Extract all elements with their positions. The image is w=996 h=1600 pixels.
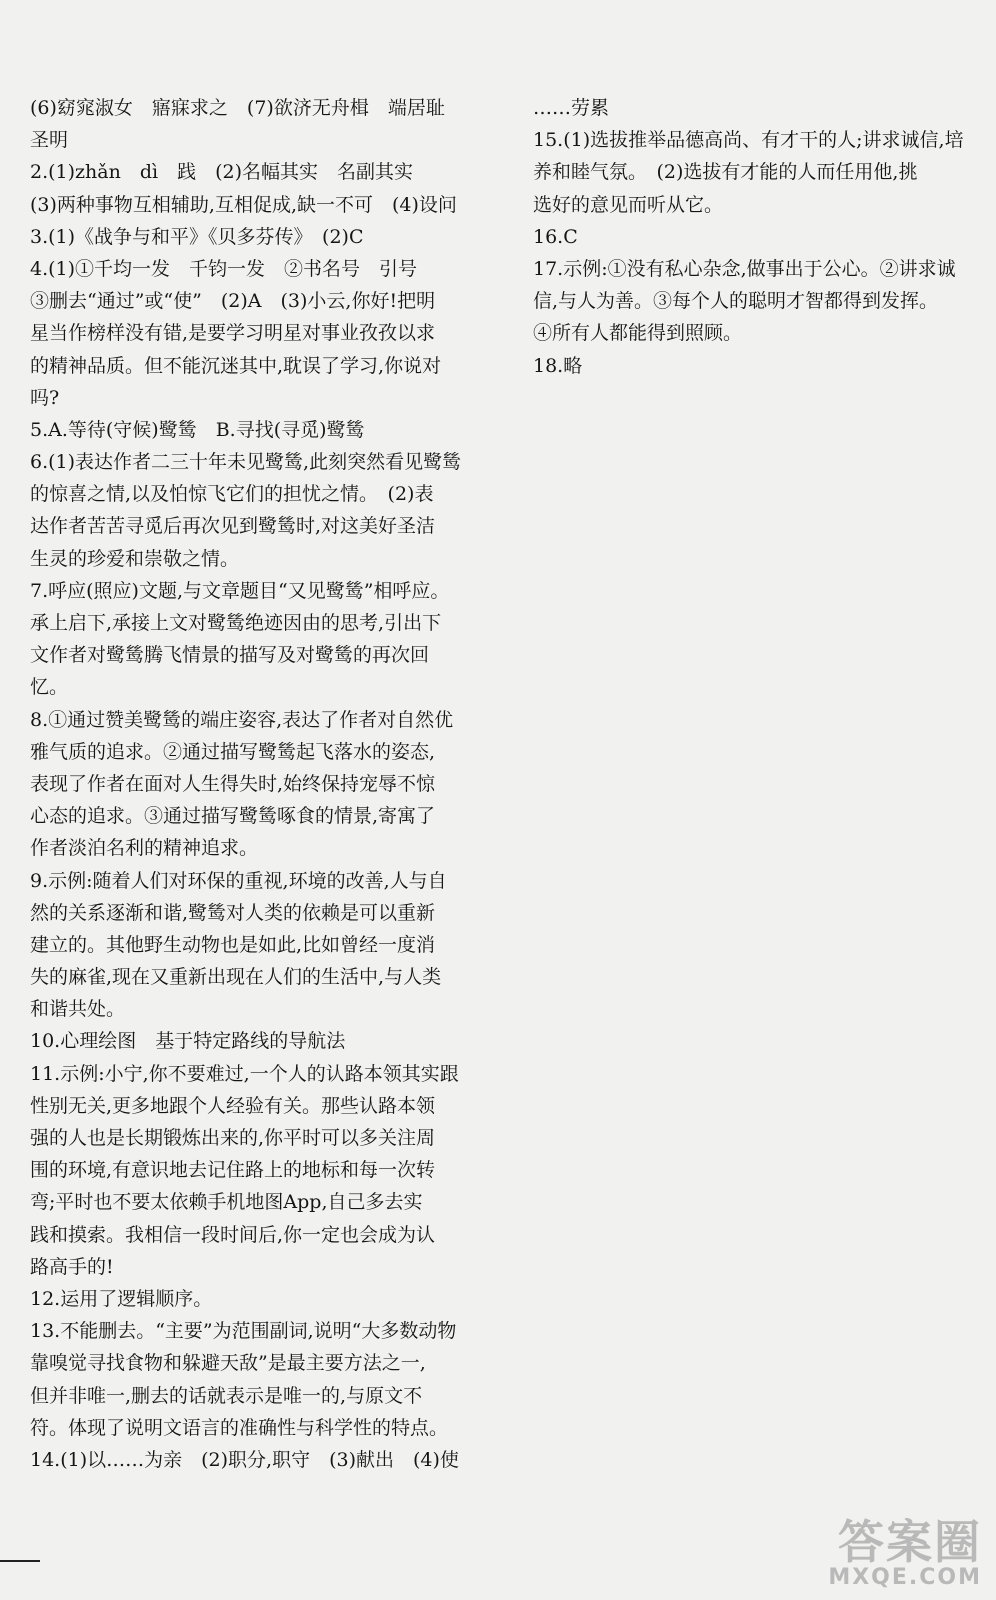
text-line: 11.示例:小宁,你不要难过,一个人的认路本领其实跟 (30, 1062, 459, 1085)
text-line: ③删去“通过”或“使” (2)A (3)小云,你好!把明 (30, 290, 436, 313)
text-line: 雅气质的追求。②通过描写鹭鸶起飞落水的姿态, (30, 740, 436, 763)
text-line: 路高手的! (30, 1255, 114, 1278)
text-line: 吗? (30, 386, 60, 409)
text-line: 18.略 (533, 354, 583, 377)
text-line: 5.A.等待(守候)鹭鸶 B.寻找(寻觅)鹭鸶 (30, 418, 365, 441)
text-line: 8.①通过赞美鹭鸶的端庄姿容,表达了作者对自然优 (30, 708, 454, 731)
text-line: 围的环境,有意识地去记住路上的地标和每一次转 (30, 1159, 436, 1182)
text-line: 但并非唯一,删去的话就表示是唯一的,与原文不 (30, 1384, 423, 1407)
text-line: 的惊喜之情,以及怕惊飞它们的担忧之情。 (2)表 (30, 483, 434, 506)
text-line: 忆。 (30, 676, 69, 699)
text-line: 失的麻雀,现在又重新出现在人们的生活中,与人类 (30, 966, 442, 989)
text-line: 15.(1)选拔推举品德高尚、有才干的人;讲求诚信,培 (533, 129, 964, 152)
text-line: ④所有人都能得到照顾。 (533, 322, 743, 345)
text-line: 作者淡泊名利的精神追求。 (30, 837, 259, 860)
text-line: 强的人也是长期锻炼出来的,你平时可以多关注周 (30, 1127, 436, 1149)
text-line: 信,与人为善。③每个人的聪明才智都得到发挥。 (533, 290, 939, 313)
text-line: 符。体现了说明文语言的准确性与科学性的特点。 (30, 1416, 449, 1439)
footnote-rule (0, 1560, 40, 1562)
text-line: 10.心理绘图 基于特定路线的导航法 (30, 1030, 346, 1053)
watermark-logo-text: 答案圈 (838, 1515, 982, 1569)
text-line: 性别无关,更多地跟个人经验有关。那些认路本领 (30, 1094, 436, 1117)
text-line: 2.(1)zhǎn dì 践 (2)名幅其实 名副其实 (30, 161, 414, 184)
text-line: 9.示例:随着人们对环保的重视,环境的改善,人与自 (30, 869, 447, 892)
text-line: 表现了作者在面对人生得失时,始终保持宠辱不惊 (30, 772, 436, 795)
text-line: (6)窈窕淑女 寤寐求之 (7)欲济无舟楫 端居耻 (30, 97, 445, 119)
text-line: 17.示例:①没有私心杂念,做事出于公心。②讲求诚 (533, 257, 956, 280)
text-line: 承上启下,承接上文对鹭鸶绝迹因由的思考,引出下 (30, 612, 442, 634)
text-line: 星当作榜样没有错,是要学习明星对事业孜孜以求 (30, 322, 436, 345)
text-line: 的精神品质。但不能沉迷其中,耽误了学习,你说对 (30, 354, 442, 377)
text-line: 养和睦气氛。 (2)选拔有才能的人而任用他,挑 (533, 161, 918, 184)
text-line: 然的关系逐渐和谐,鹭鸶对人类的依赖是可以重新 (30, 901, 436, 924)
text-line: 4.(1)①千均一发 千钧一发 ②书名号 引号 (30, 257, 418, 280)
text-line: ……劳累 (533, 97, 610, 119)
text-line: 14.(1)以……为亲 (2)职分,职守 (3)献出 (4)使 (30, 1448, 459, 1471)
site-watermark (828, 1515, 982, 1590)
right-column (533, 92, 973, 382)
text-line: 靠嗅觉寻找食物和躲避天敌”是最主要方法之一, (30, 1352, 426, 1375)
text-line: 3.(1)《战争与和平》《贝多芬传》 (2)C (30, 225, 364, 248)
text-line: 12.运用了逻辑顺序。 (30, 1287, 213, 1310)
text-line: 生灵的珍爱和崇敬之情。 (30, 547, 240, 570)
left-column (30, 92, 470, 1476)
text-line: 文作者对鹭鸶腾飞情景的描写及对鹭鸶的再次回 (30, 644, 430, 667)
text-line: 心态的追求。③通过描写鹭鸶啄食的情景,寄寓了 (30, 805, 436, 828)
text-line: 选好的意见而听从它。 (533, 193, 724, 216)
text-line: 弯;平时也不要太依赖手机地图App,自己多去实 (30, 1191, 423, 1214)
text-line: 6.(1)表达作者二三十年未见鹭鸶,此刻突然看见鹭鸶 (30, 451, 462, 474)
text-line: 建立的。其他野生动物也是如此,比如曾经一度消 (30, 933, 436, 956)
text-line: (3)两种事物互相辅助,互相促成,缺一不可 (4)设问 (30, 193, 457, 216)
text-line: 和谐共处。 (30, 998, 126, 1021)
watermark-domain: MXQE.COM (828, 1565, 982, 1590)
text-line: 16.C (533, 225, 578, 248)
text-line: 践和摸索。我相信一段时间后,你一定也会成为认 (30, 1223, 436, 1246)
text-line: 13.不能删去。“主要”为范围副词,说明“大多数动物 (30, 1320, 457, 1343)
text-line: 达作者苦苦寻觅后再次见到鹭鸶时,对这美好圣洁 (30, 515, 436, 538)
text-line: 圣明 (30, 129, 69, 152)
text-line: 7.呼应(照应)文题,与文章题目“又见鹭鸶”相呼应。 (30, 579, 450, 602)
